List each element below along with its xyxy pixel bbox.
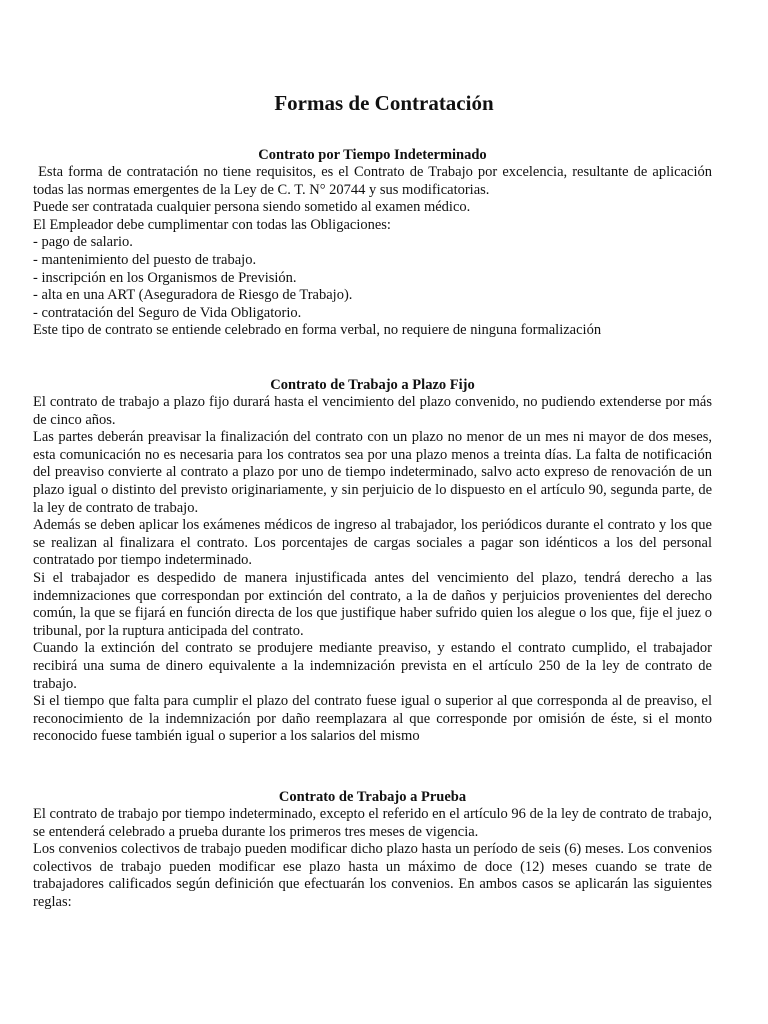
- paragraph: Este tipo de contrato se entiende celebrado en forma verbal, no requiere de ninguna formalización: [33, 322, 602, 339]
- list-item: - pago de salario.: [33, 234, 133, 251]
- document-title: Formas de Contratación: [274, 91, 494, 115]
- paragraph: Además se deben aplicar los exámenes médicos de ingreso al trabajador, los periódicos durante el contrato y los que se realizan al finalizara el contrato. Los porcentajes de cargas sociales a pagar son idénticos a los del personal contratado por tiempo indeterminado.: [33, 517, 712, 569]
- paragraph: Cuando la extinción del contrato se produjere mediante preaviso, y estando el contrato cumplido, el trabajador recibirá una suma de dinero equivalente a la indemnización prevista en el artículo 250 de la ley de contrato de trabajo.: [33, 640, 712, 692]
- list-item: - contratación del Seguro de Vida Obligatorio.: [33, 304, 302, 321]
- paragraph: Esta forma de contratación no tiene requisitos, es el Contrato de Trabajo por excelencia, resultante de aplicación todas las normas emergentes de la Ley de C. T. N° 20744 y sus modificatorias.: [33, 164, 716, 198]
- list-item: - mantenimiento del puesto de trabajo.: [33, 251, 257, 268]
- paragraph: Las partes deberán preavisar la finalización del contrato con un plazo no menor de un mes ni mayor de dos meses, esta comunicación no es necesaria para los contratos sea por una plazo menos a treinta días. La falta de notificación del preaviso convierte al contrato a plazo por uno de tiempo indeterminado, salvo acto expreso de renovación de un plazo igual o distinto del previsto originariamente, y sin perjuicio de lo dispuesto en el artículo 90, segunda parte, de la ley de contrato de trabajo.: [33, 429, 712, 516]
- paragraph: El Empleador debe cumplimentar con todas las Obligaciones:: [33, 216, 391, 233]
- paragraph: Si el trabajador es despedido de manera injustificada antes del vencimiento del plazo, tendrá derecho a las indemnizaciones que correspondan por extinción del contrato, a la de daños y perjuicios provenientes del derecho común, la que se fijará en función directa de los que justifique haber sufrido quien los alegue o los que, fije el juez o tribunal, por la ruptura anticipada del contrato.: [33, 569, 712, 639]
- section-tiempo-indeterminado: [33, 146, 716, 340]
- paragraph: Si el tiempo que falta para cumplir el plazo del contrato fuese igual o superior al que corresponda al de preaviso, el reconocimiento de la indemnización por daño reemplazara al que corresponde por omisión de éste, si el monto reconocido fuese también igual o superior a los salarios del mismo: [33, 693, 712, 745]
- section-heading: Contrato de Trabajo a Prueba: [278, 789, 467, 805]
- section-a-prueba: [33, 788, 712, 912]
- section-plazo-fijo: [33, 376, 712, 746]
- paragraph: Puede ser contratada cualquier persona siendo sometido al examen médico.: [33, 199, 471, 216]
- section-heading: Contrato de Trabajo a Plazo Fijo: [270, 377, 475, 393]
- list-item: - alta en una ART (Aseguradora de Riesgo de Trabajo).: [33, 287, 353, 304]
- list-item: - inscripción en los Organismos de Previsión.: [33, 269, 297, 286]
- section-heading: Contrato por Tiempo Indeterminado: [258, 147, 487, 163]
- paragraph: Los convenios colectivos de trabajo pueden modificar dicho plazo hasta un período de seis (6) meses. Los convenios colectivos de trabajo pueden modificar ese plazo hasta un máximo de doce (12) meses cuando se trate de trabajadores calificados según definición que efectuarán los convenios. En ambos casos se aplicarán las siguientes reglas:: [33, 841, 712, 910]
- paragraph: El contrato de trabajo a plazo fijo durará hasta el vencimiento del plazo convenido, no pudiendo extenderse por más de cinco años.: [33, 394, 712, 428]
- paragraph: El contrato de trabajo por tiempo indeterminado, excepto el referido en el artículo 96 de la ley de contrato de trabajo, se entenderá celebrado a prueba durante los primeros tres meses de vigencia.: [33, 806, 712, 840]
